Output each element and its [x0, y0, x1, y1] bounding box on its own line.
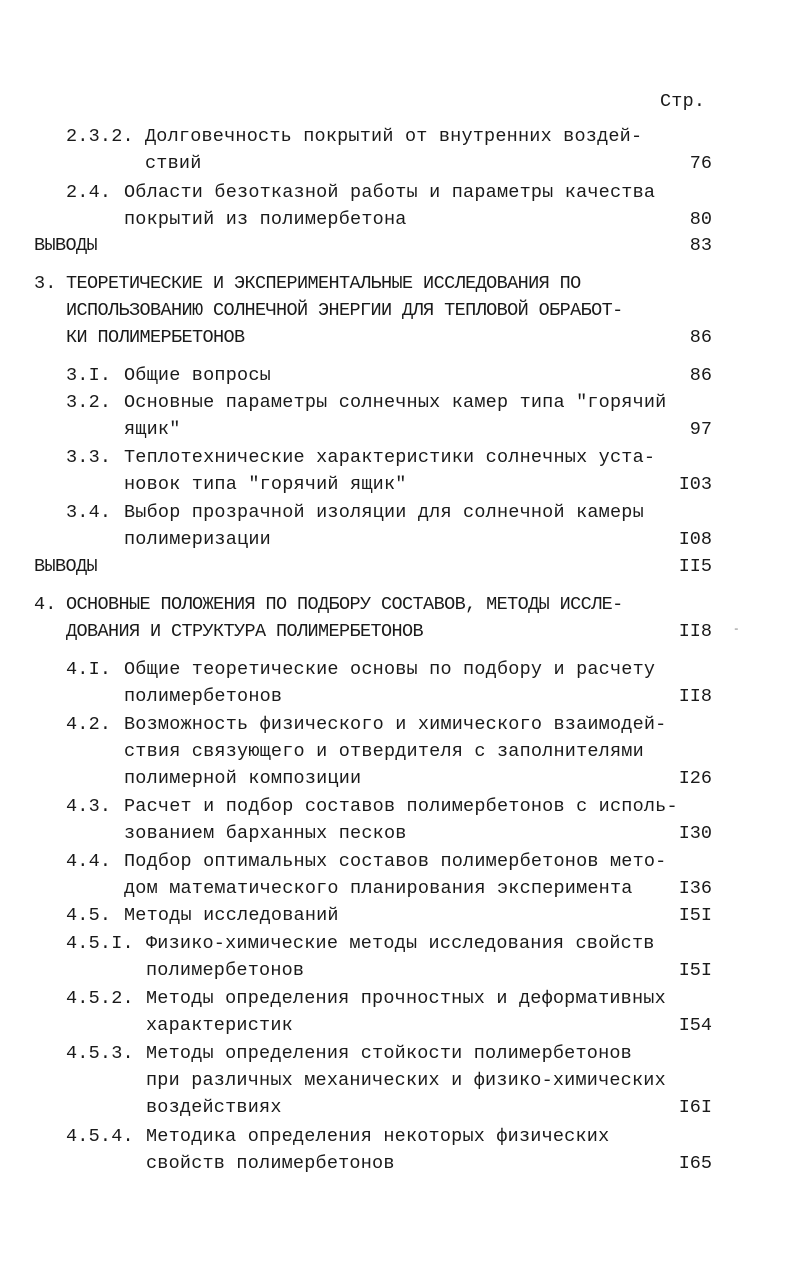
toc-page-number: I03	[678, 474, 712, 495]
toc-page-number: 86	[689, 365, 712, 386]
toc-title-line: Методы определения прочностных и деформативных	[146, 988, 666, 1009]
toc-title-line: воздействиях	[146, 1097, 282, 1118]
toc-title-line: полимерной композиции	[124, 768, 362, 789]
toc-number: 3.I.	[66, 365, 112, 386]
toc-page-number: 86	[689, 327, 712, 348]
toc-title-line: Физико-химические методы исследования свойств	[146, 933, 655, 954]
toc-number: 4.I.	[66, 659, 112, 680]
toc-title-line: ствия связующего и отвердителя с заполнителями	[124, 741, 644, 762]
toc-title-line: дом математического планирования эксперимента	[124, 878, 633, 899]
toc-page-number: I5I	[678, 960, 712, 981]
toc-page-number: I08	[678, 529, 712, 550]
toc-title-line: ТЕОРЕТИЧЕСКИЕ И ЭКСПЕРИМЕНТАЛЬНЫЕ ИССЛЕДОВАНИЯ ПО	[66, 273, 581, 294]
toc-number: 4.	[34, 594, 57, 615]
toc-page-number: 97	[689, 419, 712, 440]
toc-number: 2.3.2.	[66, 126, 134, 147]
toc-title-line: Долговечность покрытий от внутренних воздей-	[145, 126, 643, 147]
toc-page-number: I30	[678, 823, 712, 844]
toc-number: 3.4.	[66, 502, 112, 523]
toc-title-line: полимербетонов	[146, 960, 305, 981]
toc-page-number: I65	[678, 1153, 712, 1174]
toc-title-line: полимеризации	[124, 529, 271, 550]
toc-page-number: I36	[678, 878, 712, 899]
toc-title-line: Методы определения стойкости полимербетонов	[146, 1043, 632, 1064]
toc-title-line: Подбор оптимальных составов полимербетонов мето-	[124, 851, 667, 872]
toc-title-line: зованием барханных песков	[124, 823, 407, 844]
toc-page-number: 76	[689, 153, 712, 174]
toc-page-number: I54	[678, 1015, 712, 1036]
toc-page-number: I26	[678, 768, 712, 789]
toc-number: 4.5.2.	[66, 988, 134, 1009]
toc-number: 4.2.	[66, 714, 112, 735]
toc-number: 3.2.	[66, 392, 112, 413]
toc-title-line: Основные параметры солнечных камер типа "горячий	[124, 392, 667, 413]
toc-number: 4.5.3.	[66, 1043, 134, 1064]
toc-title-line: характеристик	[146, 1015, 293, 1036]
toc-page-number: II5	[678, 556, 712, 577]
toc-title-line: свойств полимербетонов	[146, 1153, 395, 1174]
toc-number: 4.3.	[66, 796, 112, 817]
toc-title-line: Расчет и подбор составов полимербетонов с исполь-	[124, 796, 678, 817]
margin-mark: -	[733, 624, 740, 636]
toc-number: 4.5.	[66, 905, 112, 926]
toc-title-line: Выбор прозрачной изоляции для солнечной камеры	[124, 502, 644, 523]
toc-page-number: II8	[678, 686, 712, 707]
toc-number: 2.4.	[66, 182, 112, 203]
toc-title-line: Методика определения некоторых физических	[146, 1126, 610, 1147]
toc-page-number: 80	[689, 209, 712, 230]
toc-title-line: Общие вопросы	[124, 365, 271, 386]
toc-number: 4.4.	[66, 851, 112, 872]
toc-title-line: КИ ПОЛИМЕРБЕТОНОВ	[66, 327, 245, 348]
toc-number: 4.5.I.	[66, 933, 134, 954]
toc-title-line: ВЫВОДЫ	[34, 235, 98, 256]
toc-title-line: ствий	[145, 153, 202, 174]
toc-title-line: ящик"	[124, 419, 181, 440]
toc-title-line: ОСНОВНЫЕ ПОЛОЖЕНИЯ ПО ПОДБОРУ СОСТАВОВ, МЕТОДЫ ИССЛЕ-	[66, 594, 623, 615]
toc-title-line: ИСПОЛЬЗОВАНИЮ СОЛНЕЧНОЙ ЭНЕРГИИ ДЛЯ ТЕПЛОВОЙ ОБРАБОТ-	[66, 300, 623, 321]
toc-title-line: ДОВАНИЯ И СТРУКТУРА ПОЛИМЕРБЕТОНОВ	[66, 621, 424, 642]
toc-number: 3.3.	[66, 447, 112, 468]
toc-title-line: покрытий из полимербетона	[124, 209, 407, 230]
toc-number: 3.	[34, 273, 57, 294]
toc-title-line: Теплотехнические характеристики солнечных уста-	[124, 447, 656, 468]
toc-title-line: ВЫВОДЫ	[34, 556, 98, 577]
toc-page-number: II8	[678, 621, 712, 642]
toc-title-line: Возможность физического и химического взаимодей-	[124, 714, 667, 735]
toc-title-line: Общие теоретические основы по подбору и расчету	[124, 659, 656, 680]
toc-title-line: Области безотказной работы и параметры качества	[124, 182, 656, 203]
toc-page-number: 83	[689, 235, 712, 256]
toc-title-line: Методы исследований	[124, 905, 339, 926]
toc-page-number: I6I	[678, 1097, 712, 1118]
toc-title-line: при различных механических и физико-химических	[146, 1070, 666, 1091]
toc-title-line: полимербетонов	[124, 686, 283, 707]
toc-title-line: новок типа "горячий ящик"	[124, 474, 407, 495]
toc-page-number: I5I	[678, 905, 712, 926]
page-column-header: Стр.	[660, 91, 706, 112]
toc-number: 4.5.4.	[66, 1126, 134, 1147]
